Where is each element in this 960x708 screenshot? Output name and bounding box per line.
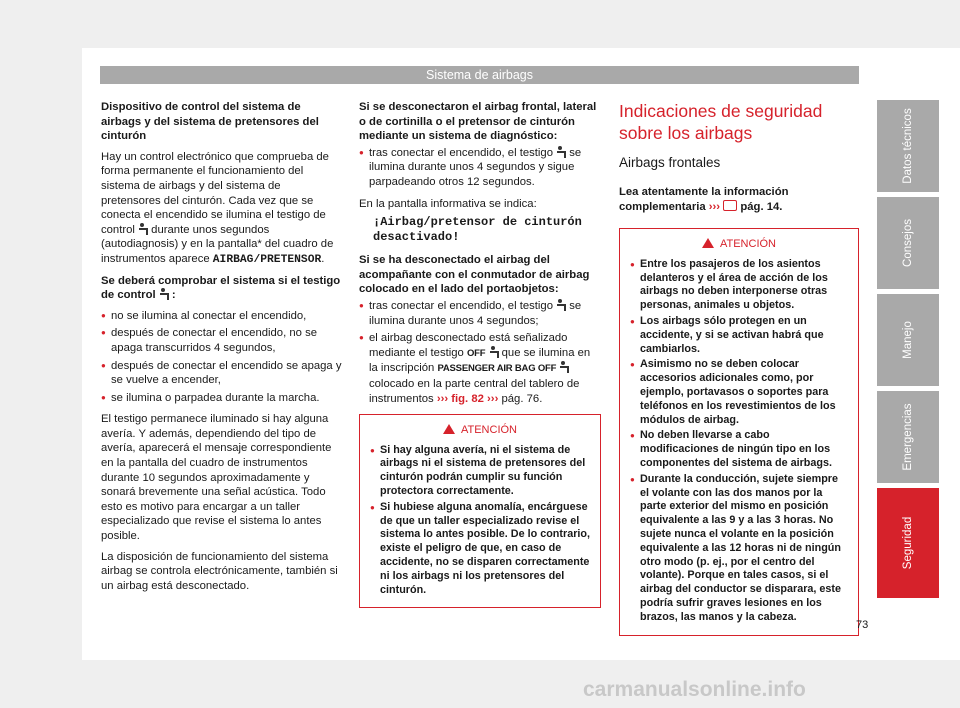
list-item: ● no se ilumina al conectar el encendido,	[101, 309, 343, 324]
text: .	[321, 252, 325, 265]
intro-paragraph	[619, 185, 859, 214]
list-item: ● después de conectar el encendido, no se apaga transcurridos 4 segundos,	[101, 326, 343, 355]
off-indicator-label: OFF	[466, 347, 486, 359]
column-2	[359, 100, 601, 608]
display-message: ¡Airbag/pretensor de cinturón desactivado!	[373, 215, 582, 245]
paragraph	[101, 150, 343, 268]
list-item: ● se ilumina o parpadea durante la marcha.	[101, 391, 343, 406]
list-item	[359, 331, 601, 406]
tab-label: Seguridad	[902, 516, 914, 570]
section-title: Indicaciones de seguridad sobre los airbags	[619, 101, 823, 143]
text: tras conectar el encendido, el testigo	[369, 146, 557, 159]
text: el airbag desconectado está señalizado mediante el testigo	[369, 332, 568, 359]
warning-item: ● Durante la conducción, sujete siempre el volante con las dos manos por la parte exterior del mismo en posición equivalente a las 9 y a las 3 horas. No sujete nunca el volante en la posición equivalente a las 12 horas ni de ningún otro modo (p. ej., por el centro del volante). Porque en tales casos, si el airbag del conductor se disparara, este podría sufrir graves lesiones en los brazos, las manos y la cabeza.	[630, 473, 848, 625]
warning-item: ● No deben llevarse a cabo modificaciones de ningún tipo en los componentes del sistema de airbags.	[630, 429, 848, 470]
display-message: AIRBAG/PRETENSOR	[212, 253, 322, 266]
passenger-airbag-off-label: PASSENGER AIR BAG OFF	[437, 363, 557, 375]
airbag-warning-icon	[138, 223, 148, 234]
tab-label: Datos técnicos	[902, 108, 914, 184]
page-header	[100, 66, 859, 84]
warning-header	[630, 237, 848, 252]
figure-link[interactable]: fig. 82	[451, 392, 484, 405]
section-heading: Si se ha desconectado el airbag del acompañante con el conmutador de airbag colocado en el lado del portaobjetos:	[359, 254, 590, 296]
reference-arrows: ›››	[708, 200, 721, 213]
list-item	[359, 299, 601, 328]
paragraph: La disposición de funcionamiento del sistema airbag se controla electrónicamente, también si un airbag está desconectado.	[101, 550, 338, 592]
warning-box	[619, 228, 859, 635]
warning-box	[359, 414, 601, 608]
paragraph: El testigo permanece iluminado si hay alguna avería. Y además, dependiendo del tipo de avería, aparecerá el mensaje correspondiente en la pantalla del cuadro de instrumentos durante 10 segundos aproximadamente y sonará brevemente una señal acústica. Todo esto es motivo para encargar a un taller especializado que revise el sistema lo antes posible.	[101, 413, 332, 543]
header-title: Sistema de airbags	[425, 68, 533, 82]
text: que se ilumina en la inscripción	[369, 346, 591, 375]
section-subtitle: Airbags frontales	[619, 155, 721, 170]
tab-seguridad[interactable]	[877, 488, 939, 598]
paragraph: En la pantalla informativa se indica:	[359, 197, 537, 210]
warning-item: ● Si hay alguna avería, ni el sistema de airbags ni el sistema de pretensores del cinturón podrán cumplir su función protectora correctamente.	[370, 444, 590, 499]
warning-triangle-icon	[702, 238, 714, 248]
text: se ilumina durante unos 4 segundos;	[369, 299, 582, 327]
list-item: ● después de conectar el encendido se apaga y se vuelve a encender,	[101, 359, 343, 388]
airbag-off-icon	[559, 361, 569, 372]
text: :	[168, 289, 176, 302]
warning-item: ● Si hubiese alguna anomalía, encárguese de que un taller especializado revise el sistema lo antes posible. De lo contrario, existe el peligro de que, en caso de accidente, no se disparen correctamente ni los airbags ni los pretensores del cinturón.	[370, 501, 590, 598]
section-heading	[101, 274, 343, 303]
text: colocado en la parte central del tablero de instrumentos	[369, 377, 580, 405]
text: durante unos segundos (autodiagnosis) y en la pantalla* del cuadro de instrumentos aparece	[101, 223, 334, 265]
warning-item: ● Los airbags sólo protegen en un accidente, y si se activan habrá que cambiarlos.	[630, 315, 848, 356]
column-3	[619, 100, 859, 636]
reference-arrows: ›››	[436, 392, 449, 405]
warning-item: ● Asimismo no se deben colocar accesorios adicionales como, por ejemplo, portavasos o soportes para teléfonos en los revestimientos de los módulos de airbag.	[630, 358, 848, 427]
watermark: carmanualsonline.info	[583, 678, 806, 701]
list-item	[359, 146, 601, 190]
text: .	[539, 392, 543, 405]
page-number: 73	[856, 619, 869, 631]
airbag-warning-icon	[159, 288, 169, 299]
text: se ilumina durante unos 4 segundos y sigue parpadeando otros 12 segundos.	[369, 146, 582, 188]
warning-header	[370, 423, 590, 438]
tab-consejos[interactable]	[877, 197, 939, 289]
tab-label: Manejo	[902, 321, 914, 359]
tab-manejo[interactable]	[877, 294, 939, 386]
airbag-warning-icon	[556, 146, 566, 157]
tab-label: Consejos	[902, 219, 914, 267]
airbag-warning-icon	[556, 299, 566, 310]
section-heading: Si se desconectaron el airbag frontal, lateral o de cortinilla o el pretensor de cinturón mediante un sistema de diagnóstico:	[359, 101, 597, 143]
tab-emergencias[interactable]	[877, 391, 939, 483]
book-icon	[723, 200, 737, 211]
page-link[interactable]: pág. 14	[740, 200, 780, 213]
text: tras conectar el encendido, el testigo	[369, 299, 557, 312]
section-heading: Dispositivo de control del sistema de airbags y del sistema de pretensores del cinturón	[101, 101, 319, 143]
tab-datos-tecnicos[interactable]	[877, 100, 939, 192]
warning-item: ● Entre los pasajeros de los asientos delanteros y el área de acción de los airbags no deben interponerse otras personas, animales u objetos.	[630, 258, 848, 313]
text: Lea atentamente la información complementaria	[619, 186, 789, 213]
page-link[interactable]: pág. 76	[501, 392, 540, 405]
tab-label: Emergencias	[902, 403, 914, 471]
warning-title: ATENCIÓN	[460, 424, 518, 437]
text: Se deberá comprobar el sistema si el testigo de control	[101, 274, 341, 302]
airbag-off-icon	[489, 346, 499, 357]
text: .	[779, 200, 783, 213]
warning-title: ATENCIÓN	[719, 238, 777, 251]
reference-arrows: ›››	[487, 392, 499, 405]
column-1	[101, 100, 343, 599]
warning-triangle-icon	[443, 424, 455, 434]
text: Hay un control electrónico que comprueba de forma permanente el funcionamiento del sistema de airbags y del sistema de pretensores del cinturón. Cada vez que se conecta el encendido se ilumina el testigo de control	[101, 150, 329, 236]
